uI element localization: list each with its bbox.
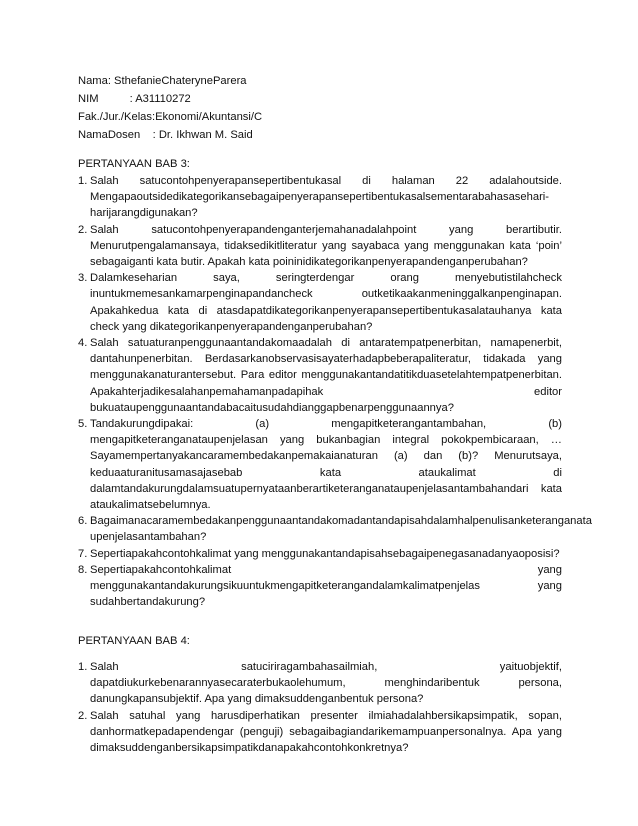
question-text: Dalamkeseharian saya, seringterdengar orang menyebutistilahcheck inuntukmemesankamarpenginapandancheck outketikaakanmeninggalkanpenginapan. Apakahkedua kata di atasdapatdikategorikanpenyerapansepertibentukasalatauhanya kata check yang dikategorikanpenyerapandenganperubahan? xyxy=(90,272,562,333)
question-number: 3. xyxy=(78,272,88,285)
student-info xyxy=(78,72,262,144)
question-item xyxy=(78,562,562,611)
question-item xyxy=(78,546,562,562)
question-number: 6. xyxy=(78,515,88,528)
question-item xyxy=(78,222,562,271)
question-text: Salah satuaturanpenggunaantandakomaadalah di antaratempatpenerbitan, namapenerbit, dantahunpenerbitan. Berdasarkanobservasisayaterhadapbeberapaliteratur, tidakada yang menggunakanaturantersebut. Para editor menggunakantandatitikduasetelahtempatpenerbitan. Apakahterjadikesalahanpemahamanpadapihak editor bukuataupenggunaantandabacaitusudahdianggapbenarpenggunaannya? xyxy=(90,337,562,414)
question-item xyxy=(78,270,562,335)
section-heading: PERTANYAAN BAB 3: xyxy=(78,158,190,170)
question-number: 1. xyxy=(78,175,88,187)
question-text: Salah satuciriragambahasailmiah, yaituobjektif, dapatdiukurkebenarannyasecaraterbukaolehumum, menghindaribentuk persona, danungkapansubjektif. Apa yang dimaksuddenganbentuk persona? xyxy=(90,661,562,706)
question-number: 4. xyxy=(78,337,88,350)
question-item xyxy=(78,659,562,708)
student-name: Nama: SthefanieChateryneParera xyxy=(78,75,247,87)
section-heading: PERTANYAAN BAB 4: xyxy=(78,635,190,647)
question-text: Tandakurungdipakai: (a) mengapitketerangantambahan, (b) mengapitketeranganataupenjelasan yang bukanbagian integral pokokpembicaraan, … Sayamempertanyakancaramembedakanpemakaianaturan (a) dan (b)? Menurutsaya, keduaaturanitusamasajasebab kata ataukalimat di dalamtandakurungdalamsuatupernyataanberartiketeranganataupenjelasantambahandari kata ataukalimatsebelumnya. xyxy=(90,418,562,512)
question-text: Salah satuhal yang harusdiperhatikan presenter ilmiahadalahbersikapsimpatik, sopan, danhormatkepadapendengar (penguji) sebagaibagiandarikemampuanpersonalnya. Apa yang dimaksuddenganbersikapsimpatikdanapakahcontohkonkretnya? xyxy=(90,709,562,755)
question-text: Sepertiapakahcontohkalimat yang menggunakantandakurungsikuuntukmengapitketerangandalamkalimatpenjelas yang sudahbertandakurung? xyxy=(90,563,562,609)
question-item xyxy=(78,173,562,222)
question-list xyxy=(78,173,592,610)
question-text: Salah satucontohpenyerapansepertibentukasal di halaman 22 adalahoutside. Mengapaoutsidedikategorikansebagaipenyerapansepertibentukasalsementarabahasasehari-harijarangdigunakan? xyxy=(90,175,562,220)
question-text: Bagaimanacaramembedakanpenggunaantandakomadantandapisahdalamhalpenulisanketeranganata upenjelasantambahan? xyxy=(90,515,592,544)
question-item xyxy=(78,708,562,757)
question-number: 2. xyxy=(78,709,88,722)
question-number: 5. xyxy=(78,418,88,431)
question-list xyxy=(78,659,562,756)
section-bab-3 xyxy=(78,155,592,610)
question-number: 2. xyxy=(78,223,88,236)
question-item xyxy=(78,513,592,545)
faculty-info: Fak./Jur./Kelas:Ekonomi/Akuntansi/C xyxy=(78,111,263,123)
question-item xyxy=(78,335,562,416)
question-number: 8. xyxy=(78,563,88,576)
question-item xyxy=(78,416,562,513)
question-number: 7. xyxy=(78,547,88,560)
question-number: 1. xyxy=(78,661,88,673)
question-text: Salah satucontohpenyerapandenganterjemahanadalahpoint yang berartibutir. Menurutpengalamansaya, tidaksedikitliteratur yang sayabaca yang menggunakan kata ‘poin’ sebagaiganti kata butir. Apakah kata poininidikategorikanpenyerapandenganperubahan? xyxy=(90,223,562,269)
lecturer-name: NamaDosen : Dr. Ikhwan M. Said xyxy=(78,129,253,141)
question-text: Sepertiapakahcontohkalimat yang menggunakantandapisahsebagaipenegasanadanyaoposisi? xyxy=(90,547,560,560)
section-bab-4 xyxy=(78,632,562,756)
student-nim: NIM : A31110272 xyxy=(78,93,191,105)
